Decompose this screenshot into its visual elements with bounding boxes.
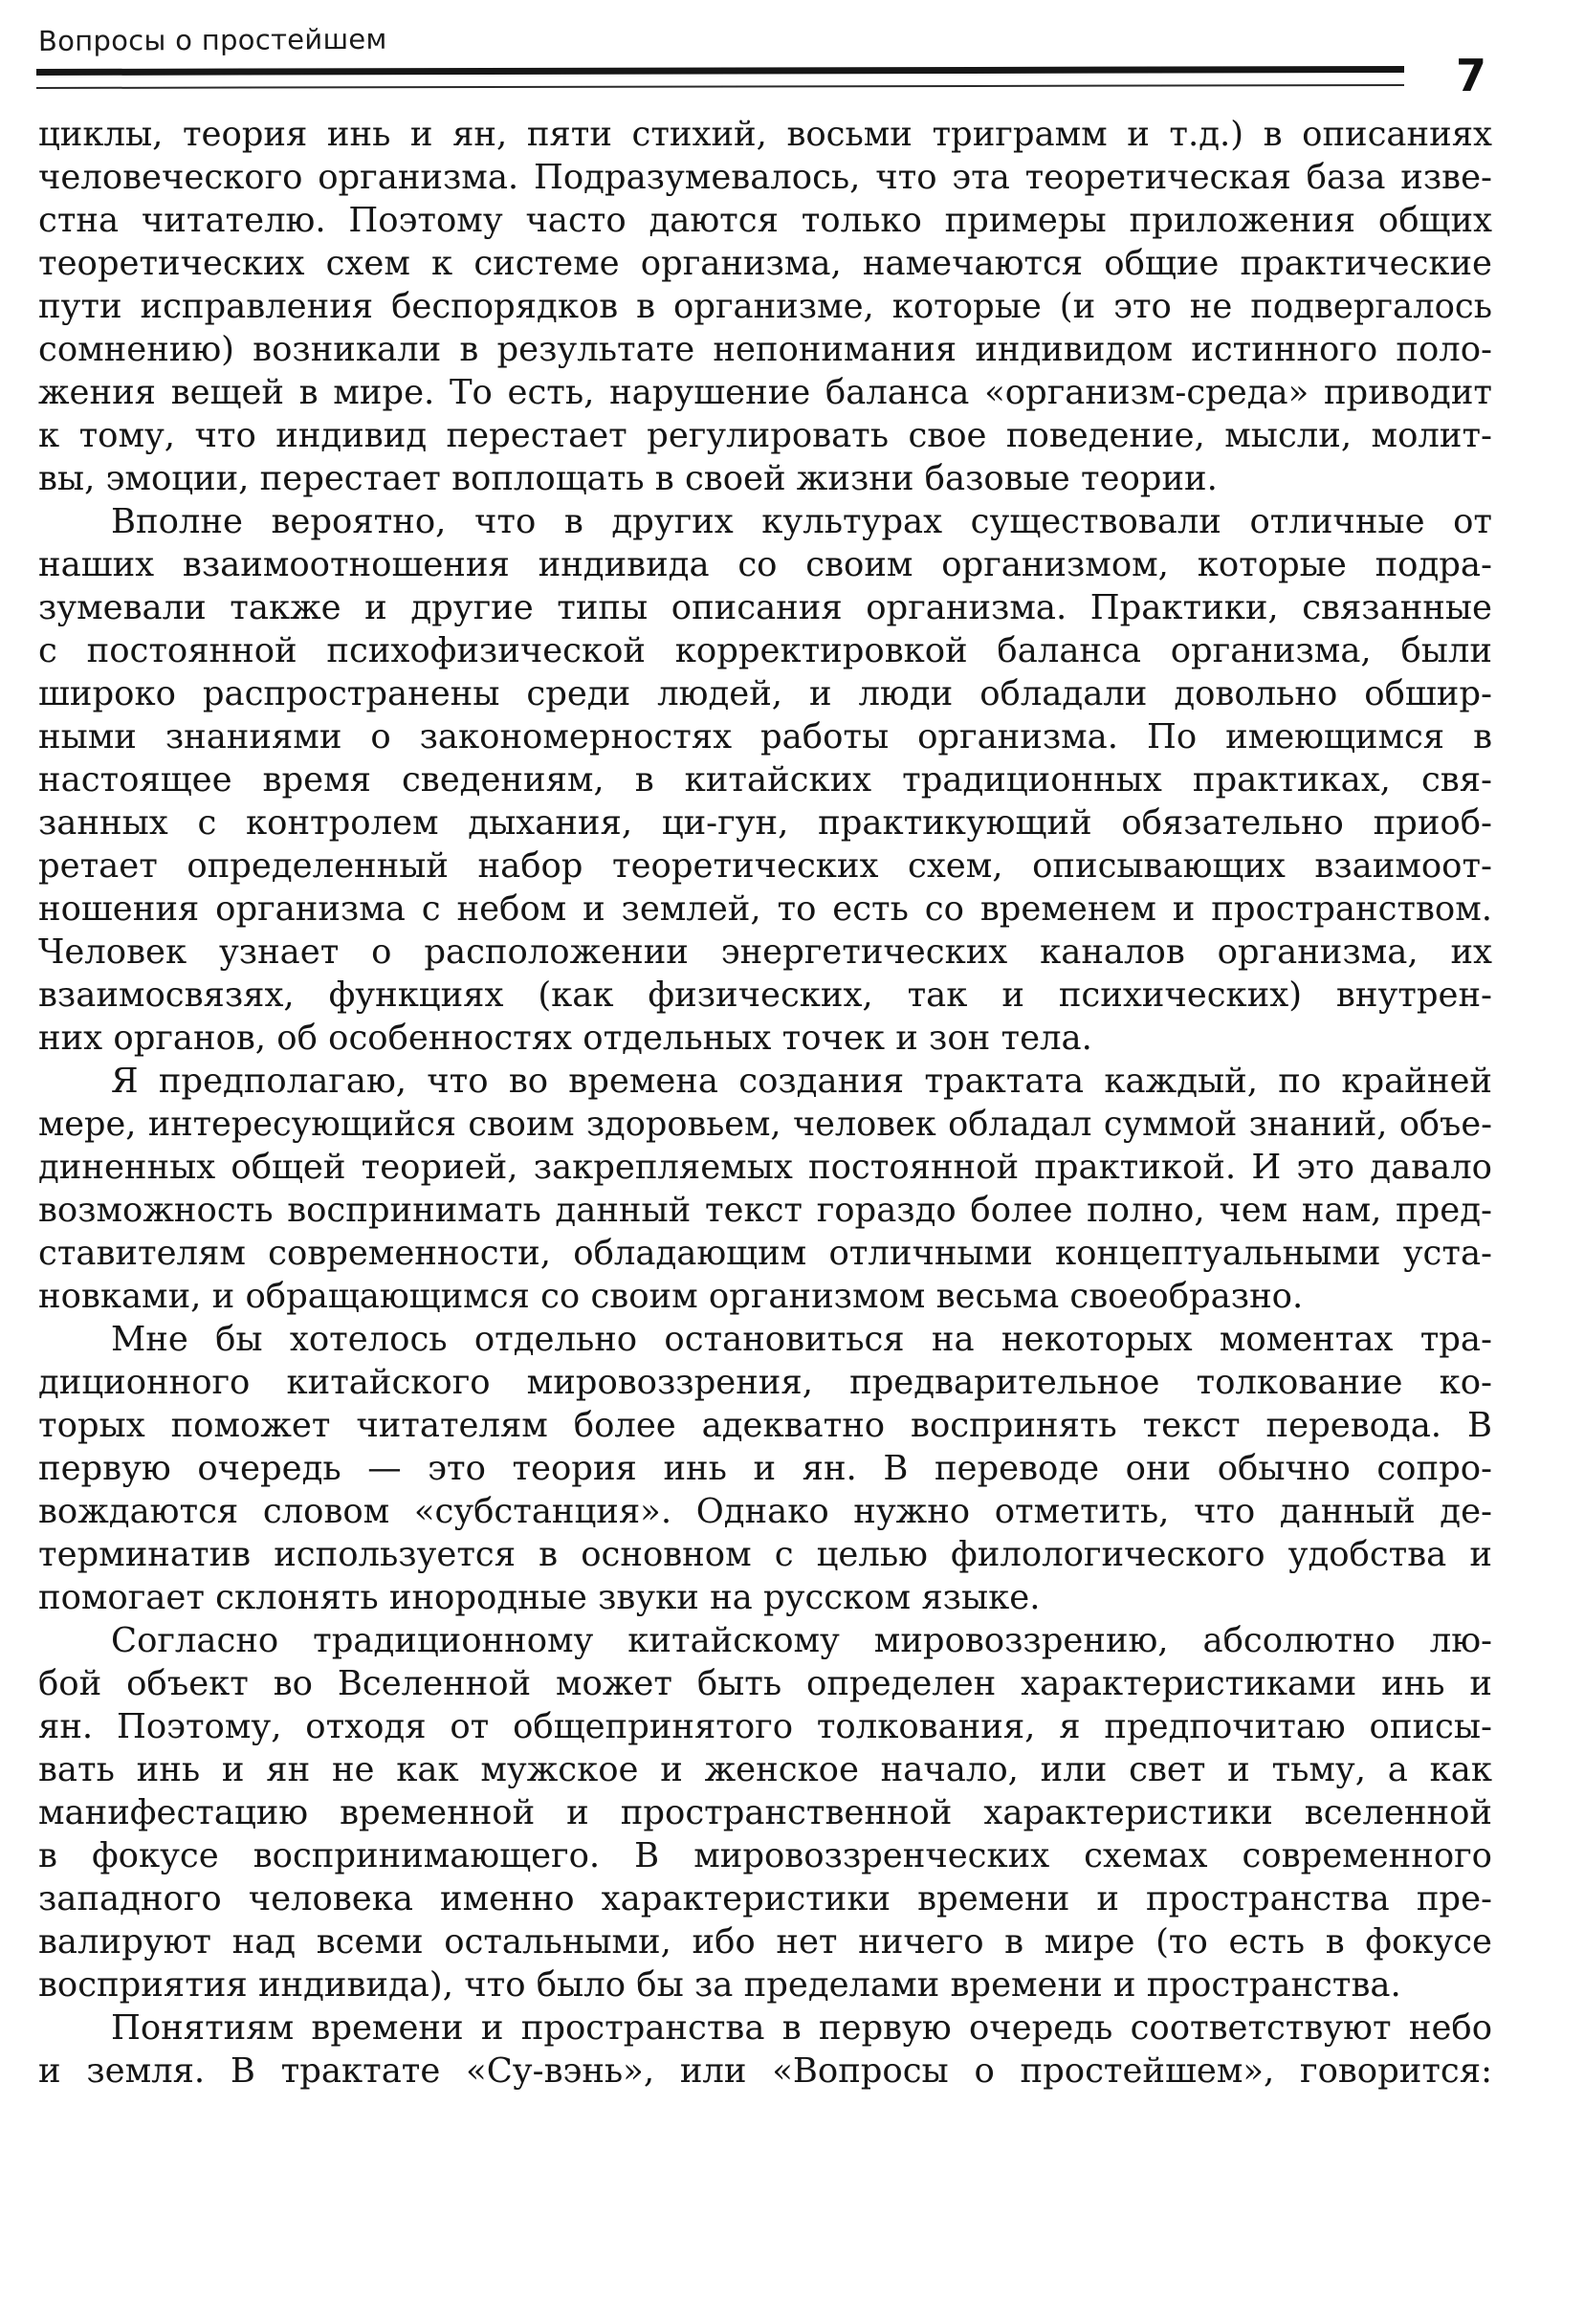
text-line: терминатив используется в основном с целью филологического удобства и: [38, 1535, 1492, 1574]
text-line: и земля. В трактате «Су-вэнь», или «Вопросы о простейшем», говорится:: [38, 2051, 1492, 2091]
text-line: диционного китайского мировоззрения, предварительное толкование ко-: [38, 1363, 1492, 1402]
text-line: стна читателю. Поэтому часто даются только примеры приложения общих: [38, 201, 1492, 240]
text-line: циклы, теория инь и ян, пяти стихий, восьми триграмм и т.д.) в описаниях: [38, 115, 1492, 154]
text-line: в фокусе воспринимающего. В мировоззренческих схемах современного: [38, 1836, 1492, 1875]
text-line: наших взаимоотношения индивида со своим организмом, которые подра-: [38, 545, 1492, 584]
text-line: возможность воспринимать данный текст гораздо более полно, чем нам, пред-: [38, 1191, 1492, 1230]
paragraph: [38, 1060, 1492, 1318]
body-text: [38, 113, 1492, 2093]
text-line: западного человека именно характеристики времени и пространства пре-: [38, 1879, 1492, 1918]
text-line: манифестацию временной и пространственной характеристики вселенной: [38, 1793, 1492, 1832]
text-line: диненных общей теорией, закрепляемых постоянной практикой. И это давало: [38, 1148, 1492, 1187]
text-line: вождаются словом «субстанция». Однако нужно отметить, что данный де-: [38, 1492, 1492, 1531]
text-line: ян. Поэтому, отходя от общепринятого толкования, я предпочитаю описы-: [38, 1707, 1492, 1746]
paragraph: [38, 1619, 1492, 2006]
paragraph: [38, 1318, 1492, 1619]
text-line: настоящее время сведениям, в китайских традиционных практиках, свя-: [38, 760, 1492, 800]
text-line: пути исправления беспорядков в организме, которые (и это не подвергалось: [38, 287, 1492, 326]
text-line: бой объект во Вселенной может быть определен характеристиками инь и: [38, 1664, 1492, 1703]
text-line: Согласно традиционному китайскому мировоззрению, абсолютно лю-: [111, 1621, 1492, 1660]
text-line: сомнению) возникали в результате непонимания индивидом истинного поло-: [38, 330, 1492, 369]
paragraph: [38, 113, 1492, 500]
text-line: них органов, об особенностях отдельных точек и зон тела.: [38, 1019, 1092, 1058]
text-line: занных с контролем дыхания, ци-гун, практикующий обязательно приоб-: [38, 803, 1492, 843]
text-line: человеческого организма. Подразумевалось, что эта теоретическая база изве-: [38, 158, 1492, 197]
text-line: вать инь и ян не как мужское и женское начало, или свет и тьму, а как: [38, 1750, 1492, 1789]
text-line: широко распространены среди людей, и люди обладали довольно обшир-: [38, 674, 1492, 713]
text-line: Я предполагаю, что во времена создания трактата каждый, по крайней: [111, 1062, 1492, 1101]
text-line: ными знаниями о закономерностях работы организма. По имеющимся в: [38, 717, 1492, 756]
text-line: жения вещей в мире. То есть, нарушение баланса «организм-среда» приводит: [38, 373, 1492, 412]
text-line: валируют над всеми остальными, ибо нет ничего в мире (то есть в фокусе: [38, 1922, 1492, 1962]
text-line: помогает склонять инородные звуки на русском языке.: [38, 1578, 1041, 1617]
text-line: Мне бы хотелось отдельно остановиться на некоторых моментах тра-: [111, 1320, 1492, 1359]
text-line: вы, эмоции, перестает воплощать в своей жизни базовые теории.: [38, 459, 1218, 498]
header-rule-thick: [36, 66, 1404, 76]
running-head-title: Вопросы о простейшем: [37, 22, 387, 57]
text-line: торых поможет читателям более адекватно воспринять текст перевода. В: [38, 1406, 1492, 1445]
text-line: ставителям современности, обладающим отличными концептуальными уста-: [38, 1234, 1492, 1273]
text-line: мере, интересующийся своим здоровьем, человек обладал суммой знаний, объе-: [38, 1105, 1492, 1144]
text-line: Понятиям времени и пространства в первую очередь соответствуют небо: [111, 2008, 1492, 2048]
paragraph: [38, 2006, 1492, 2093]
text-line: зумевали также и другие типы описания организма. Практики, связанные: [38, 588, 1492, 627]
text-line: новками, и обращающимся со своим организмом весьма своеобразно.: [38, 1277, 1304, 1316]
text-line: взаимосвязях, функциях (как физических, так и психических) внутрен-: [38, 976, 1492, 1015]
text-line: с постоянной психофизической корректировкой баланса организма, были: [38, 631, 1492, 670]
page-number: 7: [1456, 50, 1487, 101]
header-rule-thin: [36, 84, 1404, 89]
text-line: ретает определенный набор теоретических схем, описывающих взаимоот-: [38, 846, 1492, 886]
text-line: к тому, что индивид перестает регулировать свое поведение, мысли, молит-: [38, 416, 1492, 455]
text-line: теоретических схем к системе организма, намечаются общие практические: [38, 244, 1492, 283]
text-line: Вполне вероятно, что в других культурах существовали отличные от: [111, 502, 1492, 541]
text-line: восприятия индивида), что было бы за пределами времени и пространства.: [38, 1965, 1401, 2005]
text-line: первую очередь — это теория инь и ян. В переводе они обычно сопро-: [38, 1449, 1492, 1488]
paragraph: [38, 500, 1492, 1060]
text-line: ношения организма с небом и землей, то есть со временем и пространством.: [38, 889, 1492, 929]
text-line: Человек узнает о расположении энергетических каналов организма, их: [38, 932, 1492, 972]
